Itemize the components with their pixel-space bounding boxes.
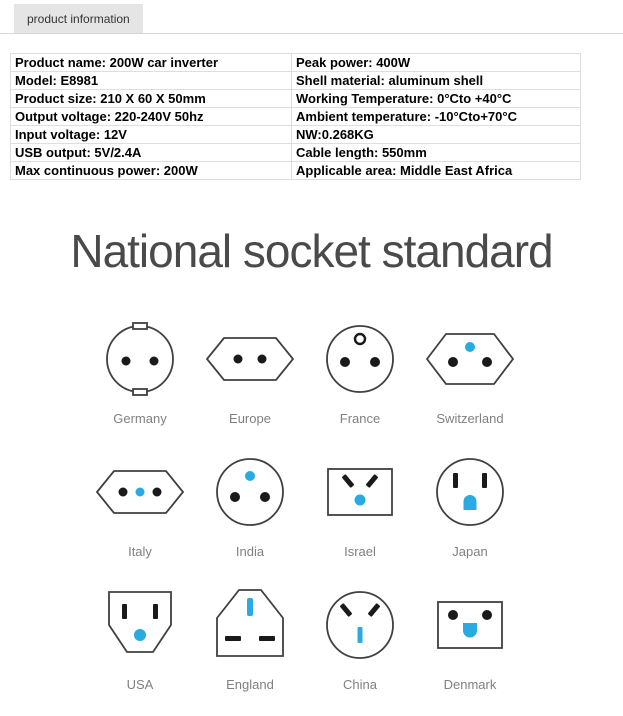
socket-item-france [305, 317, 415, 426]
page-title: National socket standard [70, 225, 553, 277]
spec-table [10, 53, 581, 180]
spec-cell: Model: E8981 [11, 72, 292, 90]
socket-item-japan [415, 450, 525, 559]
socket-label: Germany [113, 411, 167, 427]
socket-label: Israel [344, 544, 376, 560]
spec-cell: NW:0.268KG [292, 126, 581, 144]
spec-cell: Max continuous power: 200W [11, 162, 292, 180]
table-row [11, 162, 581, 180]
spec-cell: Output voltage: 220-240V 50hz [11, 108, 292, 126]
socket-label: India [235, 544, 265, 560]
table-row [11, 90, 581, 108]
france-socket-icon [305, 317, 415, 407]
table-row [11, 144, 581, 162]
socket-label: Switzerland [436, 411, 504, 427]
socket-item-israel [305, 450, 415, 559]
socket-label: Japan [452, 544, 488, 560]
italy-socket-icon [85, 450, 195, 540]
denmark-socket-icon [415, 583, 525, 673]
socket-grid [85, 317, 527, 716]
socket-label: France [339, 411, 381, 427]
tab-product-information[interactable]: product information [14, 4, 143, 33]
socket-item-usa [85, 583, 195, 692]
china-socket-icon [305, 583, 415, 673]
socket-label: Europe [229, 411, 271, 427]
socket-item-italy [85, 450, 195, 559]
india-socket-icon [195, 450, 305, 540]
europe-socket-icon [195, 317, 305, 407]
israel-socket-icon [305, 450, 415, 540]
spec-cell: Product name: 200W car inverter [11, 54, 292, 72]
spec-cell: Peak power: 400W [292, 54, 581, 72]
germany-socket-icon [85, 317, 195, 407]
spec-cell: Input voltage: 12V [11, 126, 292, 144]
spec-cell: Applicable area: Middle East Africa [292, 162, 581, 180]
socket-label: Denmark [443, 677, 497, 693]
socket-item-switzerland [415, 317, 525, 426]
spec-cell: Product size: 210 X 60 X 50mm [11, 90, 292, 108]
spec-cell: Cable length: 550mm [292, 144, 581, 162]
japan-socket-icon [415, 450, 525, 540]
switzerland-socket-icon [415, 317, 525, 407]
spec-cell: Shell material: aluminum shell [292, 72, 581, 90]
socket-item-china [305, 583, 415, 692]
socket-label: China [343, 677, 377, 693]
table-row [11, 108, 581, 126]
table-row [11, 72, 581, 90]
tab-divider [0, 33, 623, 34]
socket-label: England [226, 677, 274, 693]
usa-socket-icon [85, 583, 195, 673]
table-row [11, 54, 581, 72]
socket-item-denmark [415, 583, 525, 692]
socket-item-germany [85, 317, 195, 426]
socket-item-england [195, 583, 305, 692]
spec-cell: Working Temperature: 0°Cto +40°C [292, 90, 581, 108]
spec-cell: USB output: 5V/2.4A [11, 144, 292, 162]
socket-label: Italy [128, 544, 152, 560]
england-socket-icon [195, 583, 305, 673]
socket-item-europe [195, 317, 305, 426]
socket-item-india [195, 450, 305, 559]
socket-label: USA [126, 677, 154, 693]
tab-bar [0, 0, 623, 33]
table-row [11, 126, 581, 144]
spec-cell: Ambient temperature: -10°Cto+70°C [292, 108, 581, 126]
